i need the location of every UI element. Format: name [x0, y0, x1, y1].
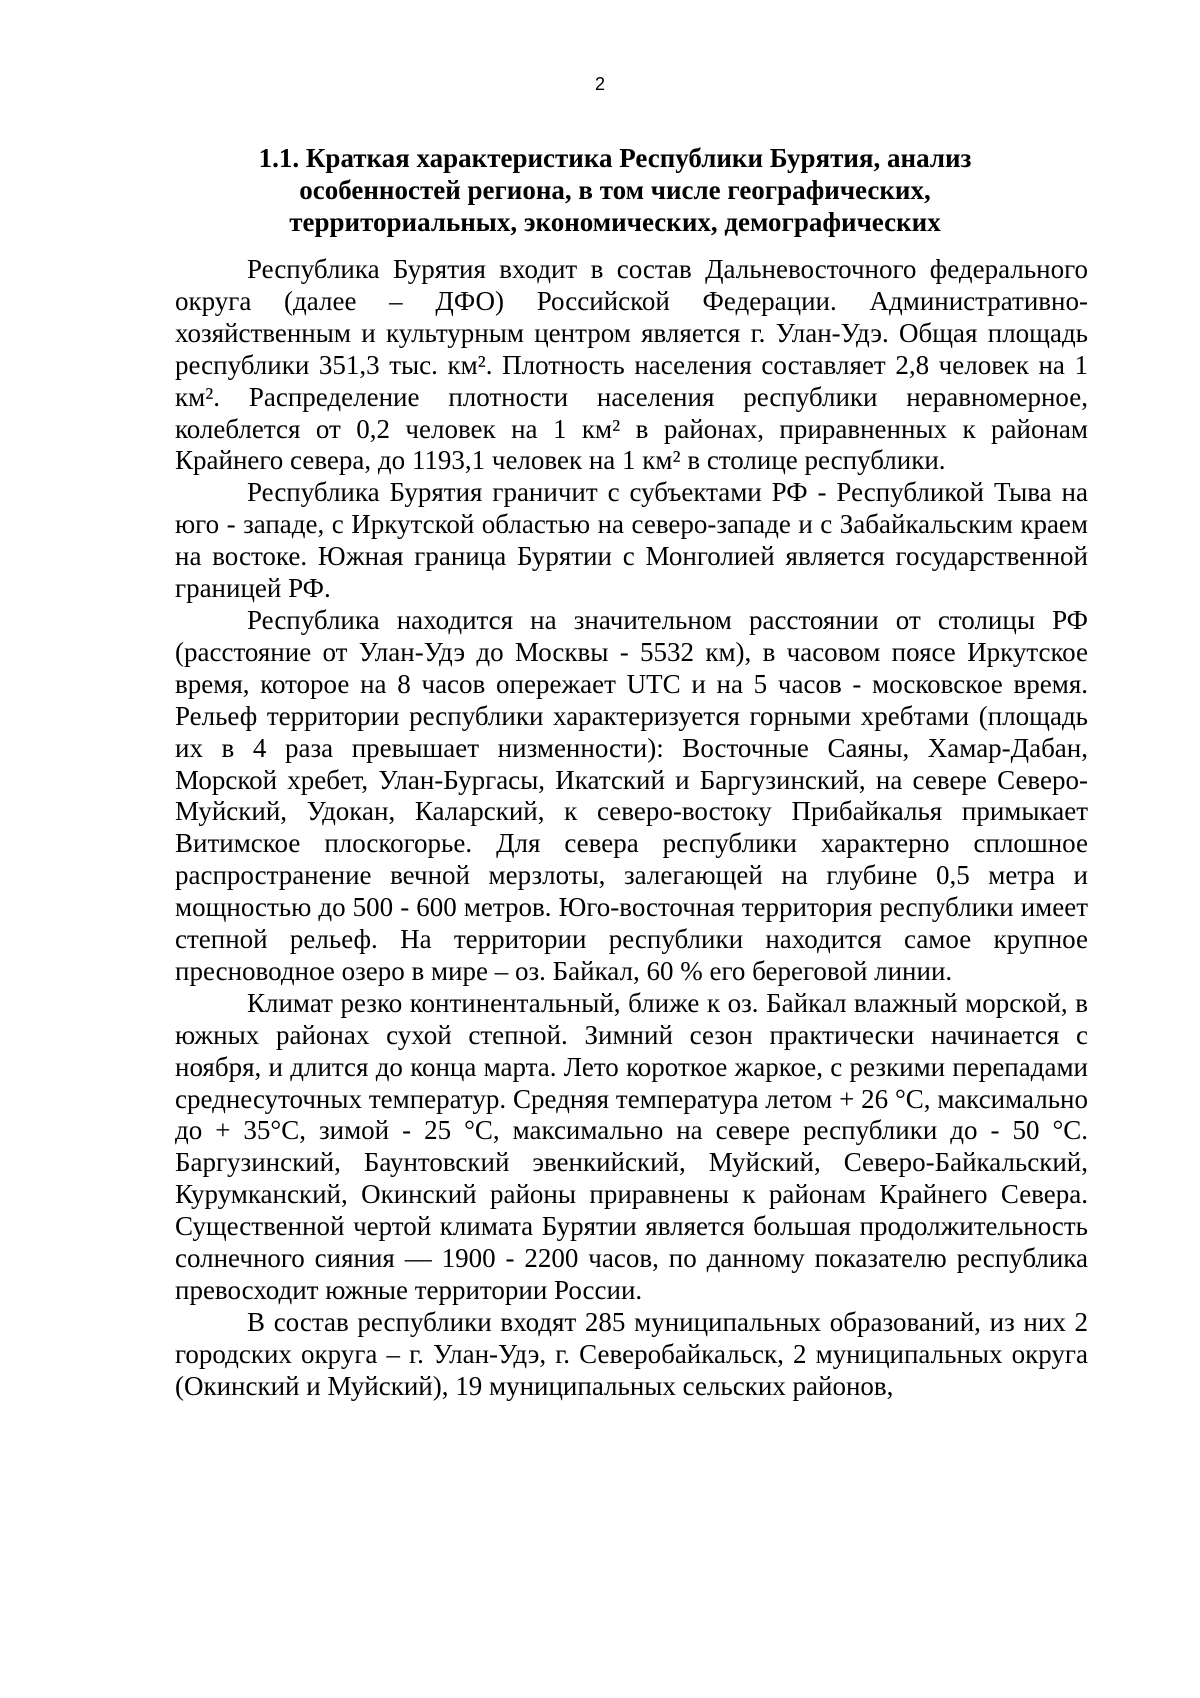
body-text [175, 254, 1088, 1403]
section-heading-line-2: особенностей региона, в том числе географических, [299, 175, 931, 205]
paragraph-climate: Климат резко континентальный, ближе к оз. Байкал влажный морской, в южных районах сухой степной. Зимний сезон практически начинается с ноября, и длится до конца марта. Лето короткое жаркое, с резкими перепадами среднесуточных температур. Средняя температура летом + 26 °С, максимально до + 35°С, зимой - 25 °С, максимально на севере республики до - 50 °С. Баргузинский, Баунтовский эвенкийский, Муйский, Северо-Байкальский, Курумканский, Окинский районы приравнены к районам Крайнего Севера. Существенной чертой климата Бурятии является большая продолжительность солнечного сияния — 1900 - 2200 часов, по данному показателю республика превосходит южные территории России. [175, 987, 1088, 1305]
section-heading [230, 142, 1000, 238]
paragraph-geography: Республика находится на значительном расстоянии от столицы РФ (расстояние от Улан-Удэ до Москвы - 5532 км), в часовом поясе Иркутское время, которое на 8 часов опережает UTC и на 5 часов - московское время. Рельеф территории республики характеризуется горными хребтами (площадь их в 4 раза превышает низменности): Восточные Саяны, Хамар-Дабан, Морской хребет, Улан-Бургасы, Икатский и Баргузинский, на севере Северо-Муйский, Удокан, Каларский, к северо-востоку Прибайкалья примыкает Витимское плоскогорье. Для севера республики характерно сплошное распространение вечной мерзлоты, залегающей на глубине 0,5 метра и мощностью до 500 - 600 метров. Юго-восточная территория республики имеет степной рельеф. На территории республики находится самое крупное пресноводное озеро в мире – оз. Байкал, 60 % его береговой линии. [175, 604, 1088, 986]
paragraph-overview: Республика Бурятия входит в состав Дальневосточного федерального округа (далее – ДФО) Российской Федерации. Административно-хозяйственным и культурным центром является г. Улан-Удэ. Общая площадь республики 351,3 тыс. км². Плотность населения составляет 2,8 человек на 1 км². Распределение плотности населения республики неравномерное, колеблется от 0,2 человек на 1 км² в районах, приравненных к районам Крайнего севера, до 1193,1 человек на 1 км² в столице республики. [175, 254, 1088, 476]
paragraph-borders: Республика Бурятия граничит с субъектами РФ - Республикой Тыва на юго - западе, с Иркутской областью на северо-западе и с Забайкальским краем на востоке. Южная граница Бурятии с Монголией является государственной границей РФ. [175, 477, 1088, 604]
paragraph-municipalities: В состав республики входят 285 муниципальных образований, из них 2 городских округа – г. Улан-Удэ, г. Северобайкальск, 2 муниципальных округа (Окинский и Муйский), 19 муниципальных сельских районов, [175, 1306, 1088, 1401]
page-number: 2 [594, 74, 605, 94]
section-heading-line-3: территориальных, экономических, демографических [289, 207, 941, 237]
section-heading-line-1: 1.1. Краткая характеристика Республики Бурятия, анализ [258, 143, 972, 173]
